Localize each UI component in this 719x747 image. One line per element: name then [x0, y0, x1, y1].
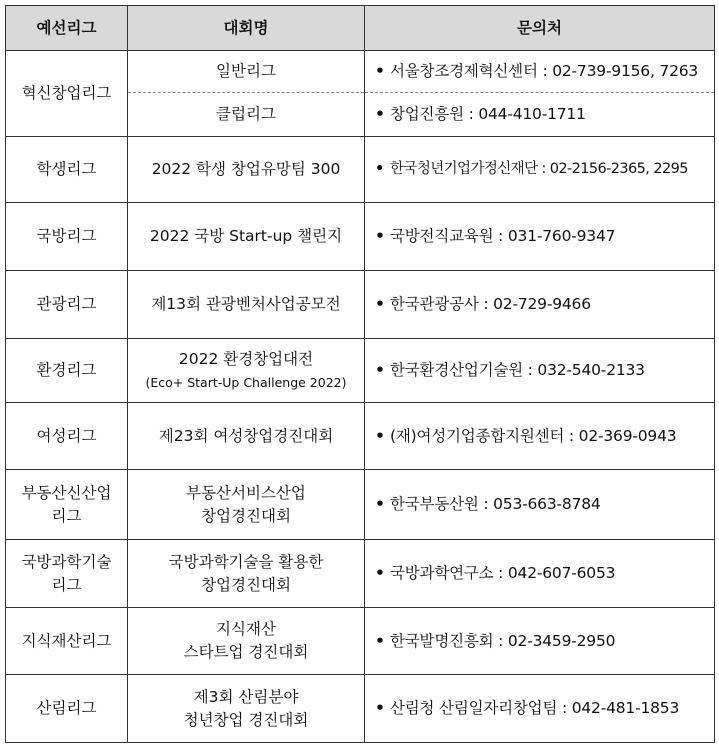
- event-subtitle: (Eco+ Start-Up Challenge 2022): [145, 374, 347, 390]
- event-cell: [128, 540, 365, 608]
- contact-text: 한국관광공사 : 02-729-9466: [390, 295, 591, 313]
- bullet-icon: •: [375, 699, 385, 717]
- table-row: [6, 339, 715, 403]
- event-name: 창업경진대회: [201, 506, 291, 525]
- league-name: 국방리그: [6, 203, 128, 271]
- bullet-icon: •: [375, 426, 385, 445]
- event-name: 제23회 여성창업경진대회: [128, 403, 365, 470]
- contact-text: 한국환경산업기술원 : 032-540-2133: [390, 361, 645, 379]
- bullet-icon: •: [375, 62, 385, 80]
- event-name: 제3회 산림분야: [193, 687, 299, 706]
- table-row: [6, 403, 715, 470]
- header-row: [6, 6, 715, 51]
- contact-text: 한국부동산원 : 053-663-8784: [390, 495, 601, 513]
- event-name: 창업경진대회: [201, 575, 291, 594]
- event-name: 청년창업 경진대회: [183, 710, 309, 729]
- event-name: 클럽리그: [128, 93, 365, 137]
- contact-text: 창업진흥원 : 044-410-1711: [390, 105, 586, 123]
- league-name: 혁신창업리그: [6, 51, 128, 137]
- contact-text: 서울창조경제혁신센터 : 02-739-9156, 7263: [390, 62, 699, 80]
- contact-cell: [365, 608, 715, 675]
- event-name: 지식재산: [216, 620, 276, 638]
- bullet-icon: •: [375, 361, 385, 379]
- event-name: 스타트업 경진대회: [183, 643, 309, 661]
- contact-cell: [365, 470, 715, 540]
- contact-cell: [365, 137, 715, 203]
- table-row: [6, 137, 715, 203]
- league-contact-table: [5, 5, 715, 743]
- league-name: 산림리그: [6, 675, 128, 743]
- league-name: 학생리그: [6, 137, 128, 203]
- league-cell: [6, 470, 128, 540]
- event-cell: [128, 339, 365, 403]
- league-name: 환경리그: [6, 339, 128, 403]
- event-name: 2022 국방 Start-up 챌린지: [128, 203, 365, 271]
- contact-cell: [365, 51, 715, 93]
- contact-cell: [365, 203, 715, 271]
- contact-text: 국방전직교육원 : 031-760-9347: [390, 227, 616, 245]
- contact-cell: [365, 675, 715, 743]
- event-name: 부동산서비스산업: [186, 483, 306, 502]
- league-name: 리그: [51, 506, 82, 525]
- contact-text: 한국발명진흥회 : 02-3459-2950: [390, 631, 616, 650]
- event-name: 2022 환경창업대전: [178, 349, 314, 368]
- header-contact: 문의처: [365, 6, 715, 51]
- contact-cell: [365, 339, 715, 403]
- event-name: 제13회 관광벤처사업공모전: [128, 271, 365, 339]
- contact-cell: [365, 271, 715, 339]
- table-row: [6, 470, 715, 540]
- table-row: [6, 51, 715, 93]
- contact-text: 산림청 산림일자리창업팀 : 042-481-1853: [390, 699, 680, 717]
- league-name: 관광리그: [6, 271, 128, 339]
- table-row: [6, 271, 715, 339]
- event-name: 국방과학기술을 활용한: [168, 552, 324, 571]
- contact-cell: [365, 403, 715, 470]
- league-name: 여성리그: [6, 403, 128, 470]
- table-row: [6, 675, 715, 743]
- event-name: 2022 학생 창업유망팀 300: [128, 137, 365, 203]
- bullet-icon: •: [375, 564, 385, 582]
- header-event: 대회명: [128, 6, 365, 51]
- contact-text: 국방과학연구소 : 042-607-6053: [390, 564, 616, 582]
- contact-text: 한국청년기업가정신재단 : 02-2156-2365, 2295: [390, 161, 688, 177]
- bullet-icon: •: [375, 105, 385, 123]
- header-league: 예선리그: [6, 6, 128, 51]
- bullet-icon: •: [375, 631, 385, 650]
- table-row: [6, 203, 715, 271]
- contact-cell: [365, 540, 715, 608]
- event-name: 일반리그: [128, 51, 365, 93]
- event-cell: [128, 470, 365, 540]
- league-name: 국방과학기술: [21, 552, 112, 571]
- event-cell: [128, 675, 365, 743]
- league-cell: [6, 540, 128, 608]
- bullet-icon: •: [375, 495, 385, 513]
- contact-cell: [365, 93, 715, 137]
- bullet-icon: •: [375, 161, 384, 177]
- table-row: [6, 608, 715, 675]
- contact-text: (재)여성기업종합지원센터 : 02-369-0943: [390, 426, 677, 445]
- league-name: 리그: [51, 575, 82, 594]
- event-cell: [128, 608, 365, 675]
- bullet-icon: •: [375, 295, 385, 313]
- table-row: [6, 540, 715, 608]
- bullet-icon: •: [375, 227, 385, 245]
- league-name: 부동산신산업: [21, 483, 112, 502]
- league-name: 지식재산리그: [6, 608, 128, 675]
